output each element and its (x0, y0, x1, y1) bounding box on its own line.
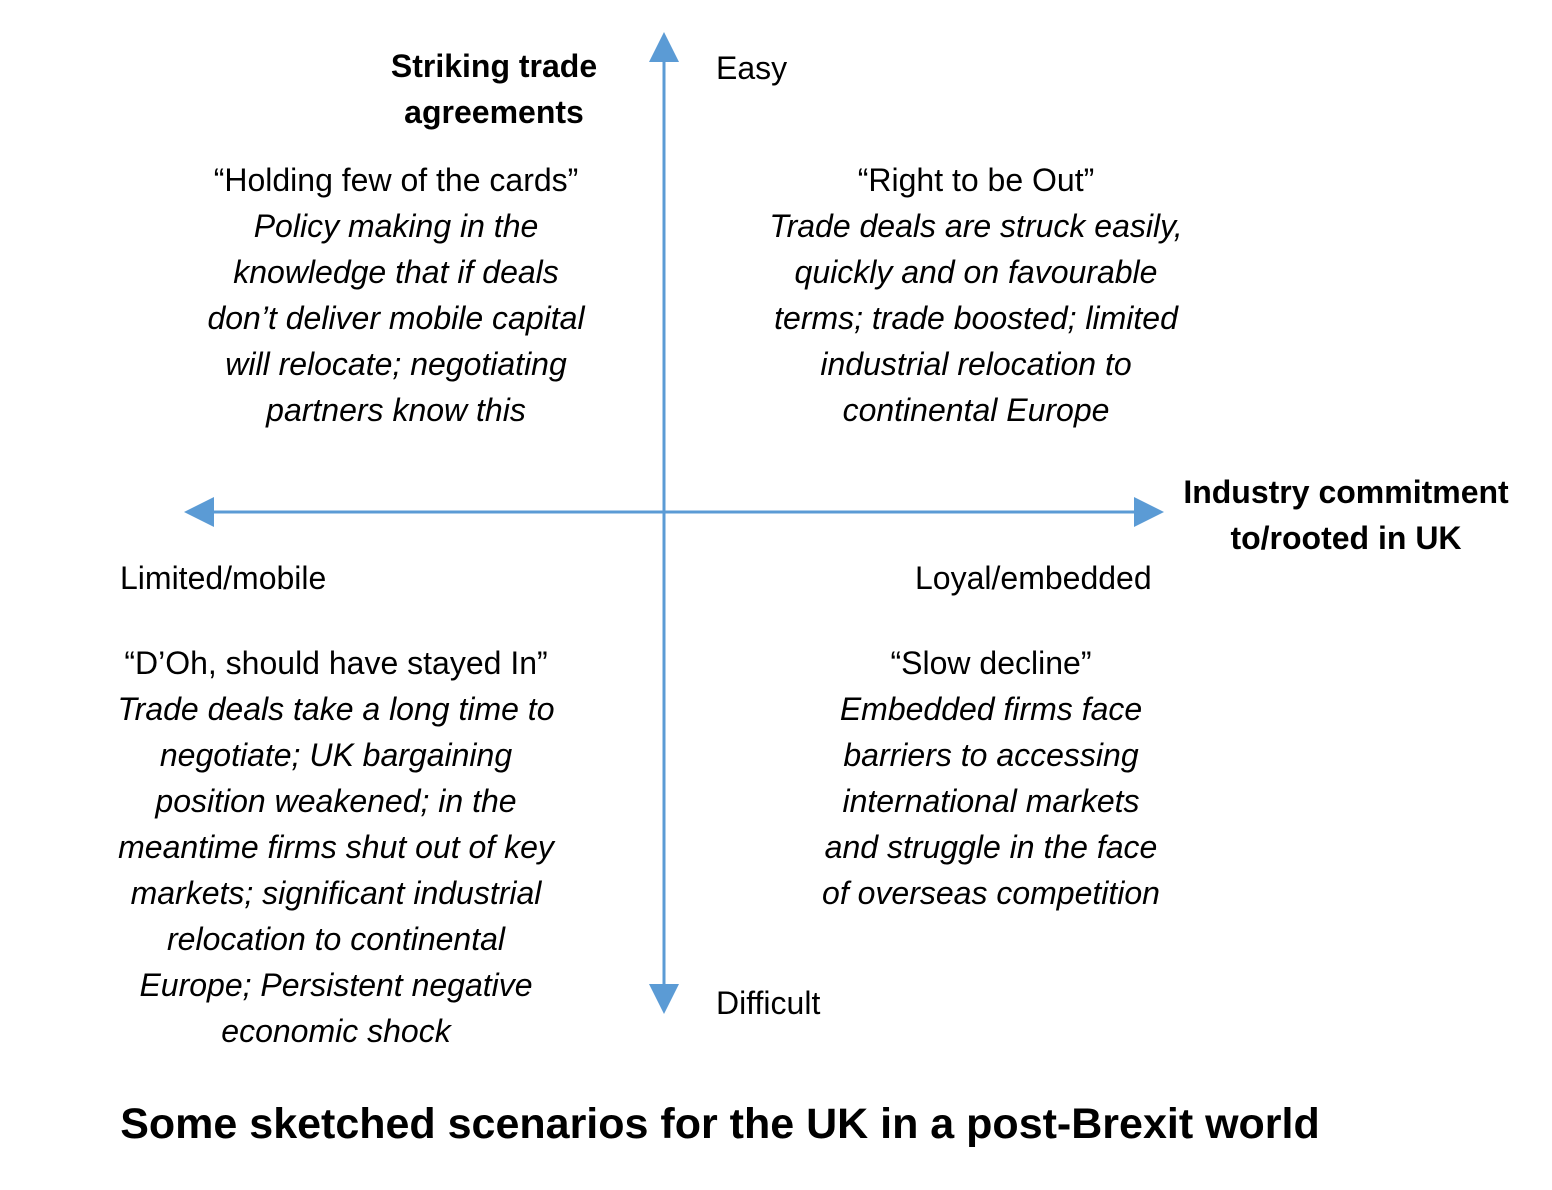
axis-label-loyal-embedded: Loyal/embedded (915, 560, 1152, 596)
quadrant-line: markets; significant industrial (130, 875, 542, 911)
arrow-up-icon (649, 32, 679, 62)
quadrant-line: Europe; Persistent negative (139, 967, 533, 1003)
quadrant-line: economic shock (221, 1013, 451, 1049)
arrow-down-icon (649, 984, 679, 1014)
axis-label-difficult: Difficult (716, 985, 821, 1021)
quadrant-line: continental Europe (842, 392, 1110, 428)
quadrant-top-right (716, 157, 1236, 433)
quadrant-top-left (146, 157, 646, 433)
quadrant-title: “Slow decline” (890, 645, 1092, 681)
quadrant-line: partners know this (266, 392, 526, 428)
vertical-axis-title (364, 43, 624, 135)
horizontal-axis-title-line: to/rooted in UK (1230, 520, 1462, 556)
quadrant-line: position weakened; in the (155, 783, 517, 819)
quadrant-line: terms; trade boosted; limited (774, 300, 1178, 336)
horizontal-axis-title-line: Industry commitment (1183, 474, 1509, 510)
quadrant-line: barriers to accessing (843, 737, 1139, 773)
quadrant-line: meantime firms shut out of key (118, 829, 554, 865)
axis-label-easy: Easy (716, 50, 788, 86)
axis-label-limited-mobile: Limited/mobile (120, 560, 327, 596)
diagram-caption: Some sketched scenarios for the UK in a post-Brexit world (120, 1100, 1320, 1148)
quadrant-bottom-left (66, 640, 606, 1054)
quadrant-title: “Holding few of the cards” (213, 162, 579, 198)
arrow-left-icon (184, 497, 214, 527)
arrow-right-icon (1134, 497, 1164, 527)
vertical-axis-title-line: agreements (404, 94, 584, 130)
quadrant-line: international markets (842, 783, 1140, 819)
quadrant-line: Policy making in the (253, 208, 539, 244)
quadrant-bottom-right (741, 640, 1241, 916)
quadrant-line: negotiate; UK bargaining (159, 737, 513, 773)
quadrant-line: don’t deliver mobile capital (207, 300, 585, 336)
quadrant-line: of overseas competition (822, 875, 1160, 911)
quadrant-title: “Right to be Out” (857, 162, 1095, 198)
quadrant-line: quickly and on favourable (794, 254, 1158, 290)
quadrant-line: Trade deals take a long time to (117, 691, 555, 727)
quadrant-line: will relocate; negotiating (225, 346, 567, 382)
quadrant-line: relocation to continental (167, 921, 505, 957)
quadrant-line: Embedded firms face (839, 691, 1143, 727)
horizontal-axis-title (1166, 469, 1526, 561)
quadrant-line: knowledge that if deals (233, 254, 559, 290)
vertical-axis-title-line: Striking trade (390, 48, 598, 84)
quadrant-line: and struggle in the face (824, 829, 1158, 865)
quadrant-line: Trade deals are struck easily, (769, 208, 1183, 244)
quadrant-title: “D’Oh, should have stayed In” (124, 645, 548, 681)
quadrant-line: industrial relocation to (820, 346, 1132, 382)
